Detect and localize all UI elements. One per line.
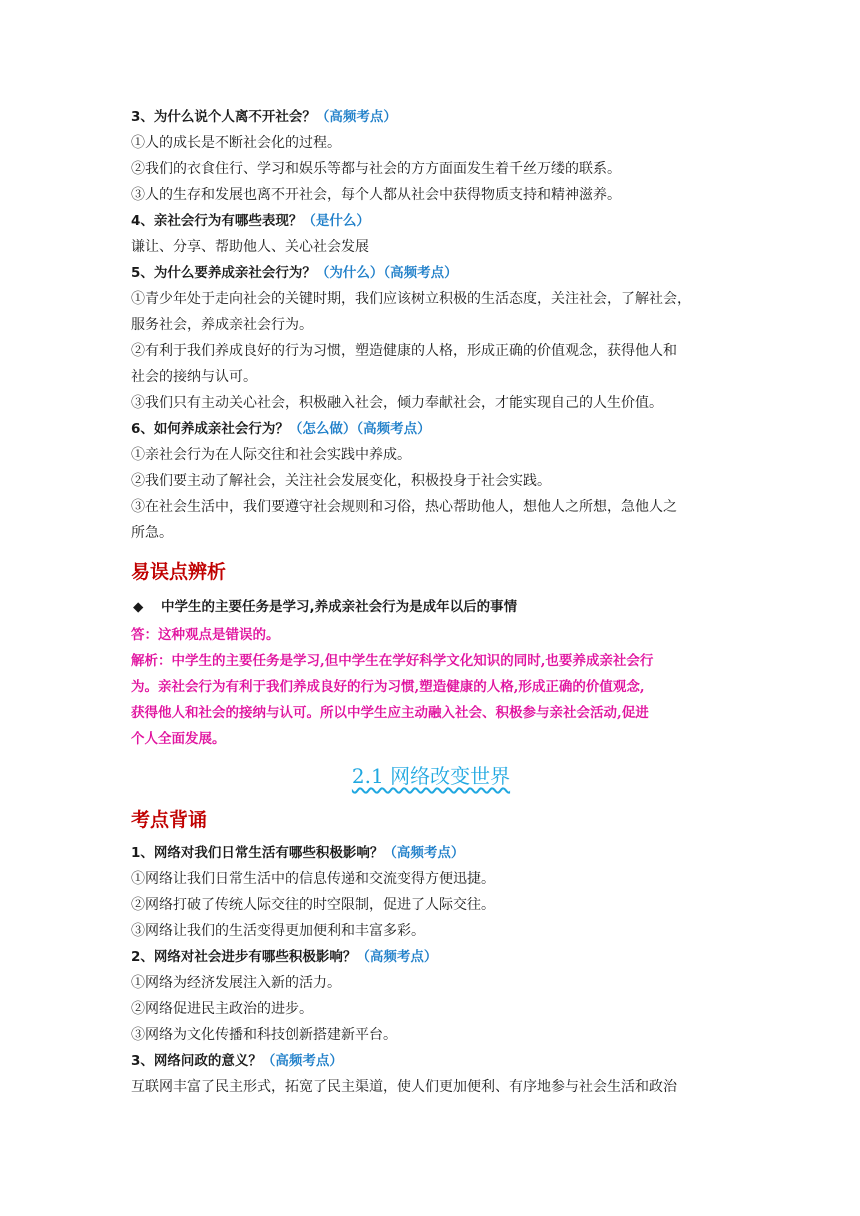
answer-line: 互联网丰富了民主形式，拓宽了民主渠道，使人们更加便利、有序地参与社会生活和政治	[131, 1079, 677, 1095]
mistake-statement: ◆ 中学生的主要任务是学习,养成亲社会行为是成年以后的事情	[131, 592, 731, 622]
tag-high-frequency: （高频考点）	[315, 109, 397, 125]
mistake-analysis-line: 获得他人和社会的接纳与认可。所以中学生应主动融入社会、积极参与亲社会活动,促进	[131, 705, 649, 721]
question-5-title: 5、为什么要养成亲社会行为？（为什么）（高频考点）	[131, 265, 458, 281]
question-6-title: 6、如何养成亲社会行为？（怎么做）（高频考点）	[131, 421, 431, 437]
question-1-title: 1、网络对我们日常生活有哪些积极影响？（高频考点）	[131, 845, 465, 861]
chapter-title: 2.1 网络改变世界	[351, 764, 511, 788]
answer-line: ①人的成长是不断社会化的过程。	[131, 135, 341, 151]
tag-why: （为什么）（高频考点）	[315, 265, 458, 281]
answer-line: ②我们的衣食住行、学习和娱乐等都与社会的方方面面发生着千丝万缕的联系。	[131, 161, 621, 177]
question-3b-title: 3、网络问政的意义？（高频考点）	[131, 1053, 343, 1069]
tag-high-frequency: （高频考点）	[356, 949, 438, 965]
mistake-answer: 答：这种观点是错误的。	[131, 627, 280, 643]
answer-line: ①青少年处于走向社会的关键时期，我们应该树立积极的生活态度，关注社会，了解社会，	[131, 291, 691, 307]
question-2-title: 2、网络对社会进步有哪些积极影响？（高频考点）	[131, 949, 438, 965]
answer-line: ③网络让我们的生活变得更加便利和丰富多彩。	[131, 923, 425, 939]
answer-line: ③网络为文化传播和科技创新搭建新平台。	[131, 1027, 397, 1043]
tag-how: （怎么做）（高频考点）	[288, 421, 431, 437]
answer-line: ②有利于我们养成良好的行为习惯，塑造健康的人格，形成正确的价值观念，获得他人和	[131, 343, 677, 359]
answer-line: ③人的生存和发展也离不开社会，每个人都从社会中获得物质支持和精神滋养。	[131, 187, 621, 203]
mistake-analysis-line: 个人全面发展。	[131, 731, 226, 747]
tag-high-frequency: （高频考点）	[383, 845, 465, 861]
answer-line: ③我们只有主动关心社会，积极融入社会，倾力奉献社会，才能实现自己的人生价值。	[131, 395, 663, 411]
answer-line: ③在社会生活中，我们要遵守社会规则和习俗，热心帮助他人，想他人之所想，急他人之	[131, 499, 677, 515]
diamond-bullet-icon: ◆	[133, 599, 144, 615]
answer-line: ①亲社会行为在人际交往和社会实践中养成。	[131, 447, 411, 463]
mistake-analysis-line: 解析：中学生的主要任务是学习,但中学生在学好科学文化知识的同时,也要养成亲社会行	[131, 653, 654, 669]
question-3-title: 3、为什么说个人离不开社会？（高频考点）	[131, 109, 397, 125]
tag-high-frequency: （高频考点）	[261, 1053, 343, 1069]
answer-line: ②网络打破了传统人际交往的时空限制，促进了人际交往。	[131, 897, 495, 913]
answer-line: ①网络为经济发展注入新的活力。	[131, 975, 341, 991]
document-content	[131, 104, 731, 1100]
answer-line: 服务社会，养成亲社会行为。	[131, 317, 313, 333]
section-heading-key-points: 考点背诵	[131, 809, 208, 831]
section-heading-mistakes: 易误点辨析	[131, 561, 227, 583]
answer-line: ①网络让我们日常生活中的信息传递和交流变得方便迅捷。	[131, 871, 495, 887]
answer-line: 所急。	[131, 525, 173, 541]
tag-what: （是什么）	[302, 213, 370, 229]
answer-line: 谦让、分享、帮助他人、关心社会发展	[131, 239, 369, 255]
answer-line: 社会的接纳与认可。	[131, 369, 257, 385]
answer-line: ②网络促进民主政治的进步。	[131, 1001, 313, 1017]
answer-line: ②我们要主动了解社会，关注社会发展变化，积极投身于社会实践。	[131, 473, 551, 489]
question-4-title: 4、亲社会行为有哪些表现？（是什么）	[131, 213, 370, 229]
mistake-analysis-line: 为。亲社会行为有利于我们养成良好的行为习惯,塑造健康的人格,形成正确的价值观念,	[131, 679, 645, 695]
